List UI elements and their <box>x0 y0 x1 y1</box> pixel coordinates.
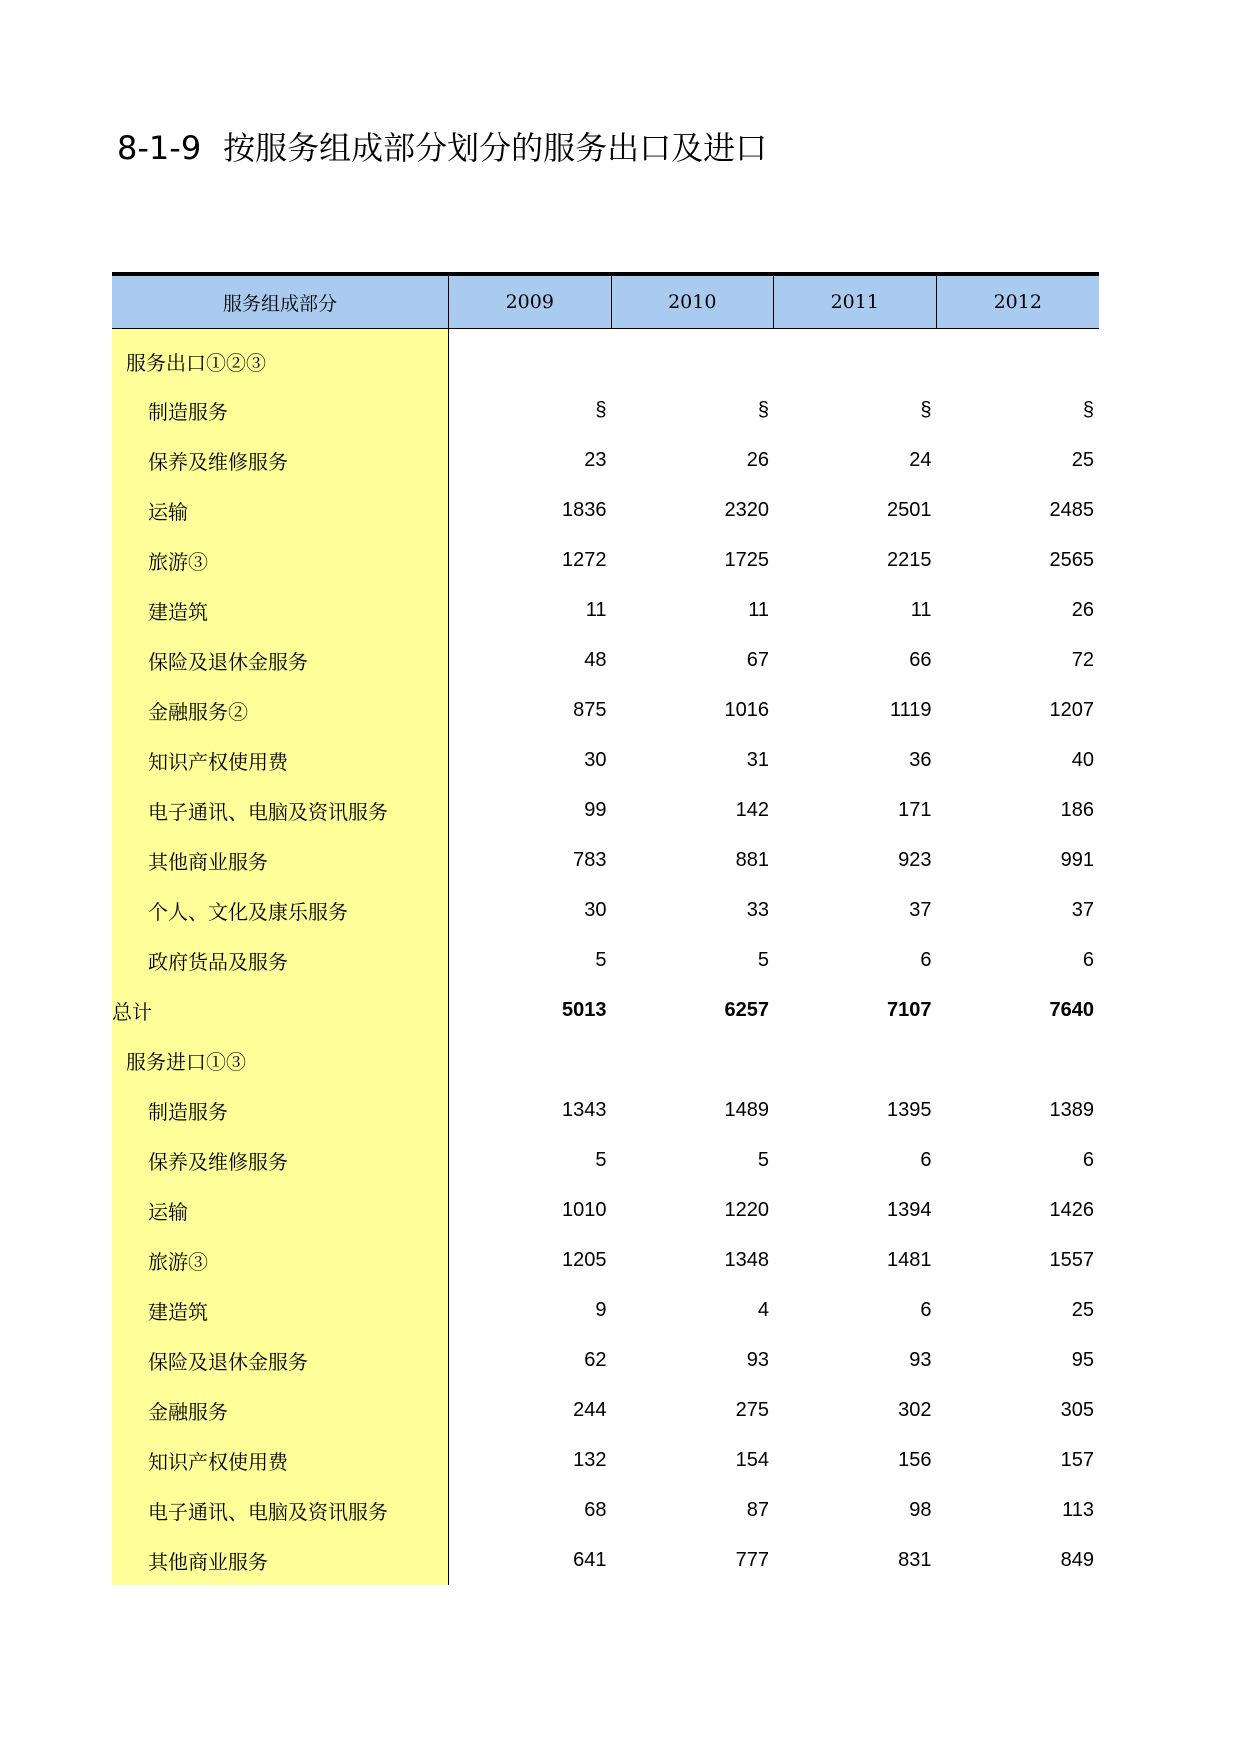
table-row <box>112 485 1099 535</box>
value-cell: 1389 <box>1049 1098 1094 1121</box>
table-row <box>112 885 1099 935</box>
row-label: 运输 <box>112 1185 449 1235</box>
value-cell: 98 <box>909 1498 932 1521</box>
table-row <box>112 685 1099 735</box>
value-cell: 62 <box>584 1348 607 1371</box>
header-cell-2009: 2009 <box>449 276 612 328</box>
row-label: 制造服务 <box>112 1085 449 1135</box>
value-cell: 923 <box>898 848 932 871</box>
row-label: 建造筑 <box>112 585 449 635</box>
page-title <box>117 128 767 168</box>
row-label: 建造筑 <box>112 1285 449 1335</box>
value-cell: 93 <box>746 1348 769 1371</box>
table-row <box>112 1135 1099 1185</box>
table-row <box>112 435 1099 485</box>
value-cell: 1489 <box>724 1098 769 1121</box>
value-cell: 24 <box>909 448 932 471</box>
value-cell <box>937 329 1100 385</box>
value-cell: 6 <box>920 948 932 971</box>
value-cell <box>937 1035 1100 1085</box>
table-row <box>112 1385 1099 1435</box>
value-cell: 26 <box>746 448 769 471</box>
row-label: 其他商业服务 <box>112 835 449 885</box>
value-cell: 156 <box>898 1448 932 1471</box>
value-cell: 87 <box>746 1498 769 1521</box>
table-row <box>112 1435 1099 1485</box>
row-label: 保险及退休金服务 <box>112 1335 449 1385</box>
header-cell-component: 服务组成部分 <box>112 276 449 328</box>
value-cell: 1272 <box>562 548 607 571</box>
row-label: 保险及退休金服务 <box>112 635 449 685</box>
total-row <box>112 985 1099 1035</box>
table-row <box>112 835 1099 885</box>
value-cell: 186 <box>1060 798 1094 821</box>
header-cell-2010: 2010 <box>612 276 775 328</box>
value-cell: 881 <box>735 848 769 871</box>
value-cell: 11 <box>585 598 607 621</box>
table-row <box>112 1185 1099 1235</box>
value-cell: 777 <box>735 1548 769 1571</box>
value-cell: 641 <box>573 1548 607 1571</box>
value-cell: 1426 <box>1049 1198 1094 1221</box>
value-cell <box>449 329 612 385</box>
value-cell: 11 <box>910 598 932 621</box>
value-cell: 142 <box>735 798 769 821</box>
value-cell: § <box>757 398 769 421</box>
value-cell: 95 <box>1071 1348 1094 1371</box>
table-row <box>112 935 1099 985</box>
value-cell: 6 <box>1082 948 1094 971</box>
value-cell: 30 <box>584 748 607 771</box>
value-cell: 1348 <box>724 1248 769 1271</box>
value-cell: 5 <box>595 1148 607 1171</box>
value-cell: 30 <box>584 898 607 921</box>
row-label: 保养及维修服务 <box>112 1135 449 1185</box>
value-cell: 1207 <box>1049 698 1094 721</box>
value-cell: 991 <box>1060 848 1094 871</box>
value-cell: 1395 <box>887 1098 932 1121</box>
value-cell: 1481 <box>887 1248 932 1271</box>
value-cell: 1394 <box>887 1198 932 1221</box>
value-cell: 31 <box>746 748 769 771</box>
value-cell: 2565 <box>1049 548 1094 571</box>
value-cell: 2320 <box>724 498 769 521</box>
value-cell: 132 <box>573 1448 607 1471</box>
value-cell: 302 <box>898 1398 932 1421</box>
value-cell: 275 <box>735 1398 769 1421</box>
section-row <box>112 329 1099 385</box>
table-row <box>112 1485 1099 1535</box>
value-cell: 26 <box>1071 598 1094 621</box>
value-cell: 36 <box>909 748 932 771</box>
table-row <box>112 1535 1099 1585</box>
value-cell: 1557 <box>1049 1248 1094 1271</box>
row-label: 知识产权使用费 <box>112 735 449 785</box>
value-cell: 72 <box>1071 648 1094 671</box>
value-cell: 5 <box>757 1148 769 1171</box>
value-cell: 154 <box>735 1448 769 1471</box>
table-row <box>112 1285 1099 1335</box>
value-cell <box>449 1035 612 1085</box>
table-row <box>112 385 1099 435</box>
value-cell: 157 <box>1060 1448 1094 1471</box>
value-cell <box>774 1035 937 1085</box>
value-cell: 66 <box>909 648 932 671</box>
data-table <box>112 272 1099 1585</box>
table-row <box>112 635 1099 685</box>
value-cell <box>612 1035 775 1085</box>
value-cell: 6 <box>1082 1148 1094 1171</box>
table-code: 8-1-9 <box>117 129 202 167</box>
value-cell: 25 <box>1071 448 1094 471</box>
row-label: 旅游③ <box>112 535 449 585</box>
value-cell: 7640 <box>1049 998 1094 1021</box>
value-cell: § <box>920 398 932 421</box>
row-label: 金融服务② <box>112 685 449 735</box>
value-cell: 23 <box>584 448 607 471</box>
header-cell-2012: 2012 <box>993 291 1042 313</box>
value-cell: 171 <box>898 798 932 821</box>
value-cell: § <box>1082 398 1094 421</box>
value-cell: 6257 <box>724 998 769 1021</box>
table-row <box>112 585 1099 635</box>
row-label: 服务进口①③ <box>112 1035 449 1085</box>
table-row <box>112 1085 1099 1135</box>
row-label: 旅游③ <box>112 1235 449 1285</box>
value-cell: 25 <box>1071 1298 1094 1321</box>
row-label: 其他商业服务 <box>112 1535 449 1585</box>
value-cell: 37 <box>909 898 932 921</box>
row-label: 制造服务 <box>112 385 449 435</box>
value-cell: 1205 <box>562 1248 607 1271</box>
value-cell: 1343 <box>562 1098 607 1121</box>
table-title: 按服务组成部分划分的服务出口及进口 <box>223 129 768 167</box>
value-cell: 2501 <box>887 498 932 521</box>
value-cell: 93 <box>909 1348 932 1371</box>
value-cell: 6 <box>920 1298 932 1321</box>
row-label: 政府货品及服务 <box>112 935 449 985</box>
value-cell: § <box>595 398 607 421</box>
value-cell: 1119 <box>889 698 932 721</box>
value-cell: 7107 <box>887 998 932 1021</box>
row-label: 电子通讯、电脑及资讯服务 <box>112 785 449 835</box>
table-row <box>112 735 1099 785</box>
value-cell <box>774 329 937 385</box>
value-cell <box>612 329 775 385</box>
table-row <box>112 785 1099 835</box>
row-label: 知识产权使用费 <box>112 1435 449 1485</box>
value-cell: 783 <box>573 848 607 871</box>
value-cell: 5 <box>595 948 607 971</box>
value-cell: 831 <box>898 1548 932 1571</box>
value-cell: 113 <box>1062 1498 1094 1521</box>
row-label: 个人、文化及康乐服务 <box>112 885 449 935</box>
row-label: 总计 <box>112 985 449 1035</box>
value-cell: 67 <box>746 648 769 671</box>
value-cell: 40 <box>1071 748 1094 771</box>
row-label: 运输 <box>112 485 449 535</box>
value-cell: 4 <box>757 1298 769 1321</box>
row-label: 电子通讯、电脑及资讯服务 <box>112 1485 449 1535</box>
header-cell-2011: 2011 <box>774 276 937 328</box>
value-cell: 849 <box>1060 1548 1094 1571</box>
table-row <box>112 1335 1099 1385</box>
value-cell: 1836 <box>562 498 607 521</box>
table-header <box>112 272 1099 329</box>
value-cell: 33 <box>746 898 769 921</box>
value-cell: 1220 <box>724 1198 769 1221</box>
value-cell: 99 <box>584 798 607 821</box>
row-label: 金融服务 <box>112 1385 449 1435</box>
value-cell: 2215 <box>887 548 932 571</box>
value-cell: 68 <box>584 1498 607 1521</box>
value-cell: 2485 <box>1049 498 1094 521</box>
value-cell: 11 <box>748 598 769 621</box>
row-label: 服务出口①②③ <box>112 329 449 385</box>
value-cell: 1010 <box>562 1198 607 1221</box>
section-row <box>112 1035 1099 1085</box>
row-label: 保养及维修服务 <box>112 435 449 485</box>
value-cell: 37 <box>1071 898 1094 921</box>
value-cell: 48 <box>584 648 607 671</box>
value-cell: 875 <box>573 698 607 721</box>
value-cell: 5 <box>757 948 769 971</box>
value-cell: 244 <box>573 1398 607 1421</box>
value-cell: 1725 <box>724 548 769 571</box>
table-row <box>112 1235 1099 1285</box>
value-cell: 6 <box>920 1148 932 1171</box>
value-cell: 1016 <box>724 698 769 721</box>
value-cell: 305 <box>1060 1398 1094 1421</box>
value-cell: 5013 <box>562 998 607 1021</box>
value-cell: 9 <box>595 1298 607 1321</box>
table-row <box>112 535 1099 585</box>
table-body <box>112 329 1099 1585</box>
